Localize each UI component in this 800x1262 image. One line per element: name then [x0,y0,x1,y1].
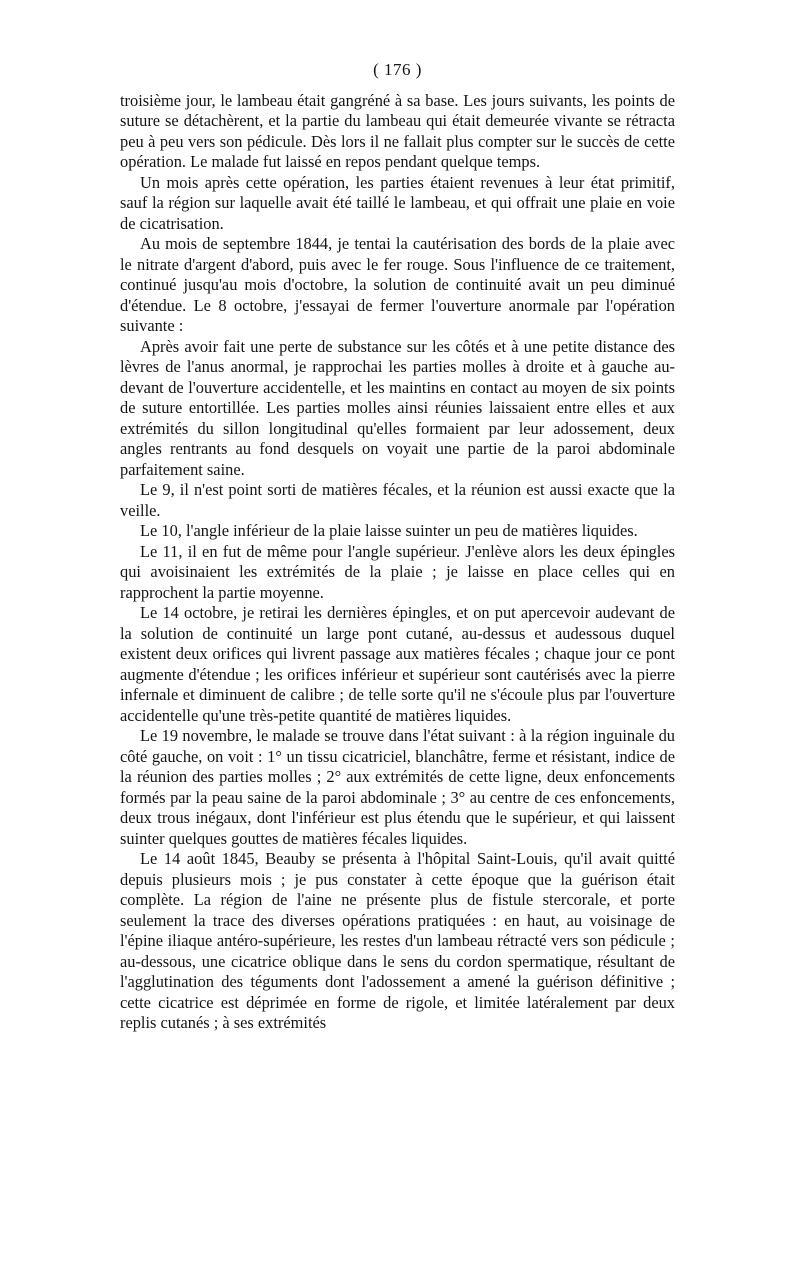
paragraph-3: Au mois de septembre 1844, je tentai la cautérisation des bords de la plaie avec le nitrate d'argent d'abord, puis avec le fer rouge. Sous l'influence de ce traitement, continué jusqu'au mois d'octobre, la solution de continuité avait un peu diminué d'étendue. Le 8 octobre, j'essayai de fermer l'ouverture anormale par l'opération suivante : [120,234,675,335]
paragraph-9: Le 19 novembre, le malade se trouve dans l'état suivant : à la région inguinale du côté gauche, on voit : 1° un tissu cicatriciel, blanchâtre, ferme et résistant, indice de la réunion des parties molles ; 2° aux extrémités de cette ligne, deux enfoncements formés par la peau saine de la paroi abdominale ; 3° au centre de ces enfoncements, deux trous inégaux, dont l'inférieur est plus étendu que le supérieur, et qui laissent suinter quelques gouttes de matières fécales liquides. [120,726,675,848]
paragraph-7: Le 11, il en fut de même pour l'angle supérieur. J'enlève alors les deux épingles qui avoisinaient les extrémités de la plaie ; je laisse en place celles qui en rapprochent la partie moyenne. [120,541,675,602]
paragraph-5: Le 9, il n'est point sorti de matières fécales, et la réunion est aussi exacte que la veille. [120,480,675,520]
paragraph-10: Le 14 août 1845, Beauby se présenta à l'hôpital Saint-Louis, qu'il avait quitté depuis plusieurs mois ; je pus constater à cette époque que la guérison était complète. La région de l'aine ne présente plus de fistule stercorale, et porte seulement la trace des diverses opérations pratiquées : en haut, au voisinage de l'épine iliaque antéro-supérieure, les restes d'un lambeau rétracté vers son pédicule ; au-dessous, une cicatrice oblique dans le sens du cordon spermatique, résultant de l'agglutination des téguments dont l'adossement a amené la guérison définitive ; cette cicatrice est déprimée en forme de rigole, et limitée latéralement par deux replis cutanés ; à ses extrémités [120,849,675,1032]
paragraph-4: Après avoir fait une perte de substance sur les côtés et à une petite distance des lèvres de l'anus anormal, je rapprochai les parties molles à droite et à gauche au-devant de l'ouverture accidentelle, et les maintins en contact au moyen de six points de suture entortillée. Les parties molles ainsi réunies laissaient entre elles et aux extrémités du sillon longitudinal qu'elles formaient par leur adossement, deux angles rentrants au fond desquels on voyait une partie de la paroi abdominale parfaitement saine. [120,336,675,479]
page-number: ( 176 ) [373,60,422,79]
book-page [120,60,675,1034]
paragraph-6: Le 10, l'angle inférieur de la plaie laisse suinter un peu de matières liquides. [140,521,638,540]
paragraph-1: troisième jour, le lambeau était gangréné à sa base. Les jours suivants, les points de suture se détachèrent, et la partie du lambeau qui était demeurée vivante se rétracta peu à peu vers son pédicule. Dès lors il ne fallait plus compter sur le succès de cette opération. Le malade fut laissé en repos pendant quelque temps. [120,90,675,171]
paragraph-2: Un mois après cette opération, les parties étaient revenues à leur état primitif, sauf la région sur laquelle avait été taillé le lambeau, et qui offrait une plaie en voie de cicatrisation. [120,172,675,233]
paragraph-8: Le 14 octobre, je retirai les dernières épingles, et on put apercevoir audevant de la solution de continuité un large pont cutané, au-dessus et audessous duquel existent deux orifices qui livrent passage aux matières fécales ; chaque jour ce pont augmente d'étendue ; les orifices inférieur et supérieur sont cautérisés avec la pierre infernale et diminuent de calibre ; de telle sorte qu'il ne s'écoule plus par l'ouverture accidentelle qu'une très-petite quantité de matières liquides. [120,603,675,725]
